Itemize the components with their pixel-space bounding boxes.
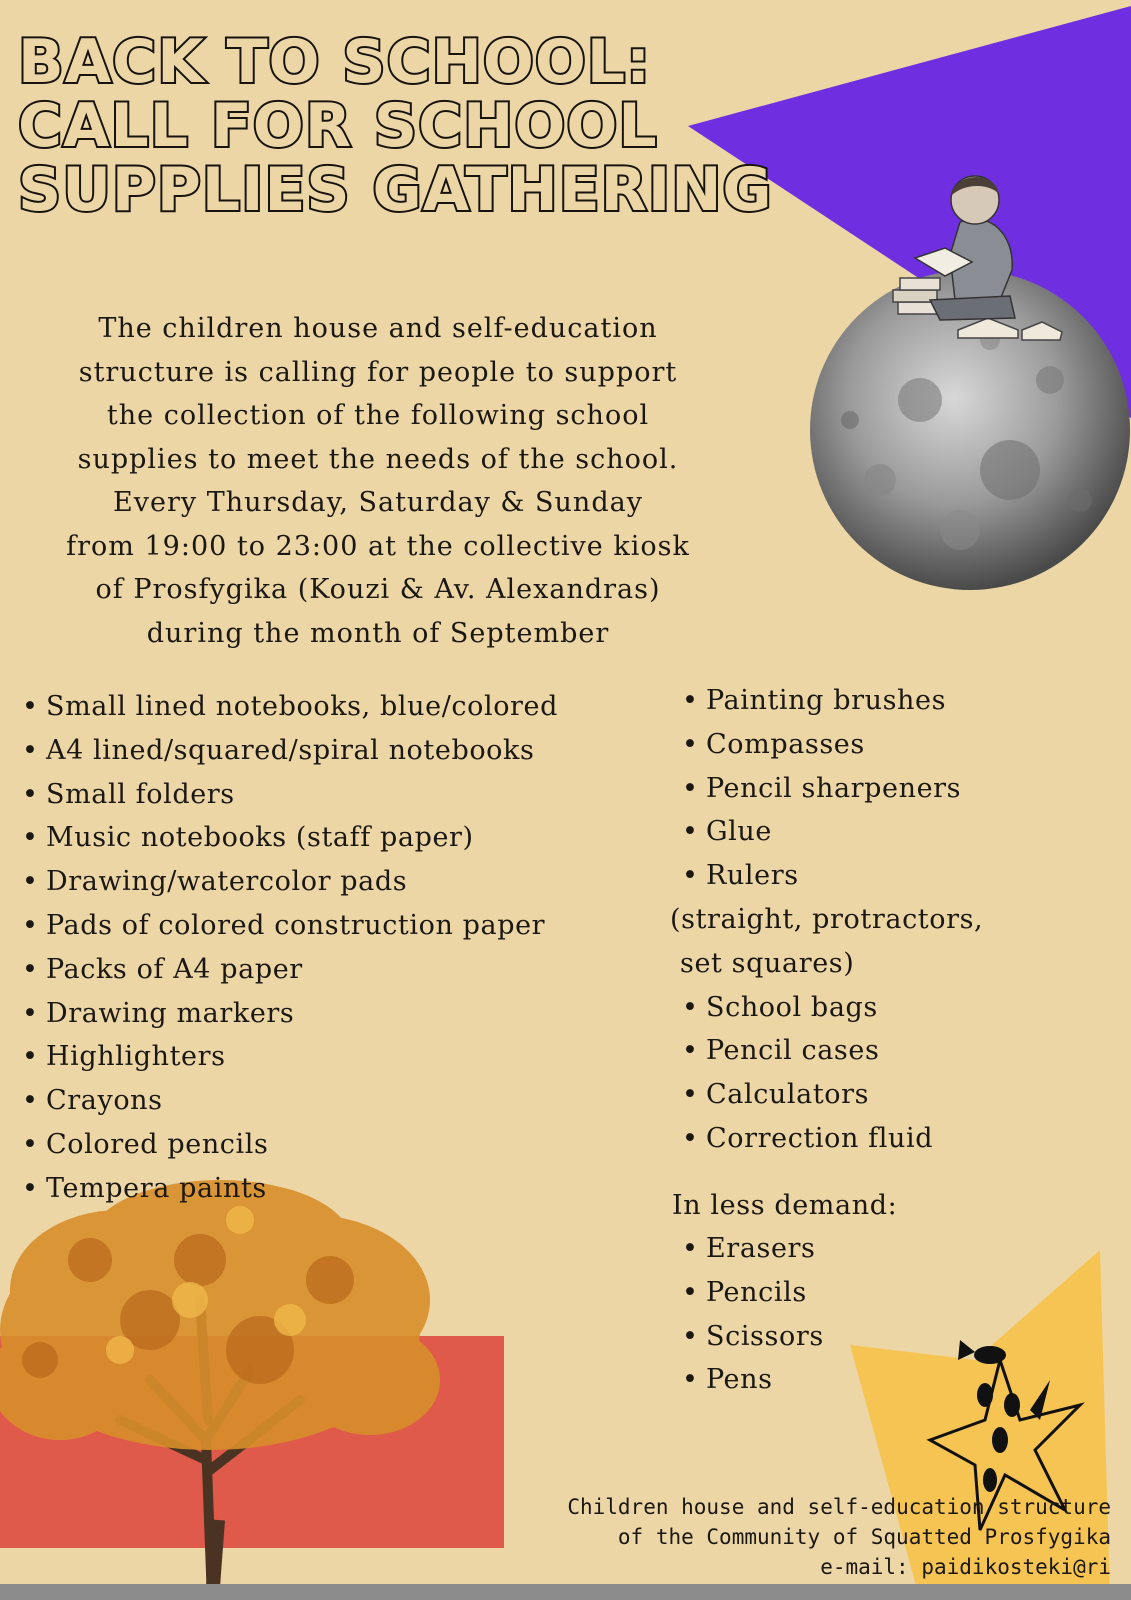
list-item-label: Packs of A4 paper [46, 953, 303, 985]
list-item [22, 816, 558, 860]
intro-line: Every Thursday, Saturday & Sunday [113, 487, 643, 518]
bullet: • [682, 1079, 699, 1111]
bullet: • [682, 685, 699, 716]
intro-line: structure is calling for people to support [78, 356, 678, 388]
list-item-label: Highlighters [46, 1041, 226, 1073]
intro-paragraph [18, 307, 738, 655]
intro-line: the collection of the following school [106, 400, 650, 431]
list-item-label: Crayons [46, 1085, 163, 1117]
list-item [22, 773, 558, 817]
list-item [682, 679, 983, 723]
bullet: • [22, 1085, 39, 1117]
rulers-note-line: set squares) [680, 947, 855, 979]
list-item-label: Drawing markers [46, 997, 295, 1029]
list-item-label: Rulers [706, 860, 799, 892]
intro-line: supplies to meet the needs of the school. [77, 443, 679, 475]
less-demand-list [682, 1227, 824, 1402]
bullet: • [682, 816, 699, 848]
bullet: • [682, 1276, 699, 1308]
intro-line: of Prosfygika (Kouzi & Av. Alexandras) [95, 574, 661, 605]
list-item [682, 986, 983, 1030]
supplies-list-left [22, 685, 558, 1211]
title-line-3: SUPPLIES GATHERING [18, 155, 773, 225]
list-item-label: A4 lined/squared/spiral notebooks [46, 734, 535, 766]
list-item [682, 1271, 824, 1315]
bottom-edge-bar [0, 1584, 1131, 1600]
list-item-label: Colored pencils [46, 1128, 269, 1160]
list-item [682, 723, 983, 767]
list-item-label: Small folders [46, 778, 235, 810]
list-item-label: Compasses [706, 728, 865, 760]
list-item-label: Erasers [706, 1233, 816, 1264]
list-item-label: Tempera paints [46, 1172, 267, 1204]
list-item-label: Pencil sharpeners [706, 772, 962, 804]
rulers-note [680, 942, 983, 986]
intro-line: from 19:00 to 23:00 at the collective kiosk [66, 530, 690, 562]
bullet: • [22, 1172, 39, 1204]
rulers-note-line: (straight, protractors, [670, 903, 984, 935]
list-item-label: Scissors [706, 1320, 824, 1352]
list-item-label: Pencil cases [706, 1035, 880, 1067]
bullet: • [682, 860, 699, 892]
list-item [22, 1167, 558, 1211]
list-item-label: Pencils [706, 1276, 807, 1308]
footer-email: e-mail: paidikosteki@ri [820, 1555, 1111, 1579]
list-item [682, 810, 983, 854]
bullet: • [22, 734, 39, 766]
bullet: • [22, 909, 39, 941]
list-item [22, 992, 558, 1036]
list-item [22, 860, 558, 904]
list-item [22, 1079, 558, 1123]
list-item-label: School bags [706, 991, 878, 1023]
bullet: • [682, 991, 699, 1023]
bullet: • [682, 1233, 699, 1264]
bullet: • [22, 1041, 39, 1073]
list-item [22, 948, 558, 992]
list-item-label: Pads of colored construction paper [46, 909, 546, 941]
bullet: • [22, 1128, 39, 1160]
list-item [682, 1029, 983, 1073]
bullet: • [22, 778, 39, 810]
list-item [682, 1117, 983, 1161]
supplies-list-right [670, 679, 984, 1161]
bullet: • [682, 728, 699, 760]
footer-credits [567, 1492, 1111, 1582]
list-item [22, 729, 558, 773]
list-item-label: Drawing/watercolor pads [46, 866, 408, 898]
bullet: • [682, 772, 699, 804]
bullet: • [682, 1122, 699, 1154]
title-line-1: BACK TO SCHOOL: [18, 27, 652, 97]
list-item-label: Glue [706, 816, 772, 848]
list-item [682, 1227, 824, 1271]
list-item [22, 1123, 558, 1167]
poster-title [18, 27, 773, 225]
bullet: • [682, 1035, 699, 1067]
list-item [22, 904, 558, 948]
list-item-label: Calculators [706, 1079, 870, 1111]
list-item [682, 854, 983, 898]
list-item [22, 685, 558, 729]
rulers-note [670, 898, 983, 942]
title-line-2: CALL FOR SCHOOL [18, 91, 658, 161]
list-item-label: Pens [706, 1364, 773, 1396]
list-item-label: Painting brushes [706, 685, 947, 716]
footer-line: of the Community of Squatted Prosfygika [617, 1525, 1111, 1549]
bullet: • [22, 953, 39, 985]
list-item [22, 1035, 558, 1079]
list-item [682, 767, 983, 811]
bullet: • [682, 1320, 699, 1352]
bullet: • [22, 997, 39, 1029]
bullet: • [22, 691, 39, 722]
intro-line: The children house and self-education [98, 313, 658, 344]
list-item-label: Music notebooks (staff paper) [46, 822, 474, 854]
less-demand-heading: In less demand: [672, 1190, 898, 1221]
bullet: • [682, 1364, 699, 1396]
bullet: • [22, 866, 39, 898]
list-item-label: Correction fluid [706, 1122, 934, 1154]
list-item [682, 1073, 983, 1117]
intro-line: during the month of September [146, 617, 610, 649]
footer-line: Children house and self-education structure [567, 1495, 1111, 1519]
list-item [682, 1315, 824, 1359]
list-item-label: Small lined notebooks, blue/colored [46, 691, 559, 722]
list-item [682, 1358, 824, 1402]
bullet: • [22, 822, 39, 854]
